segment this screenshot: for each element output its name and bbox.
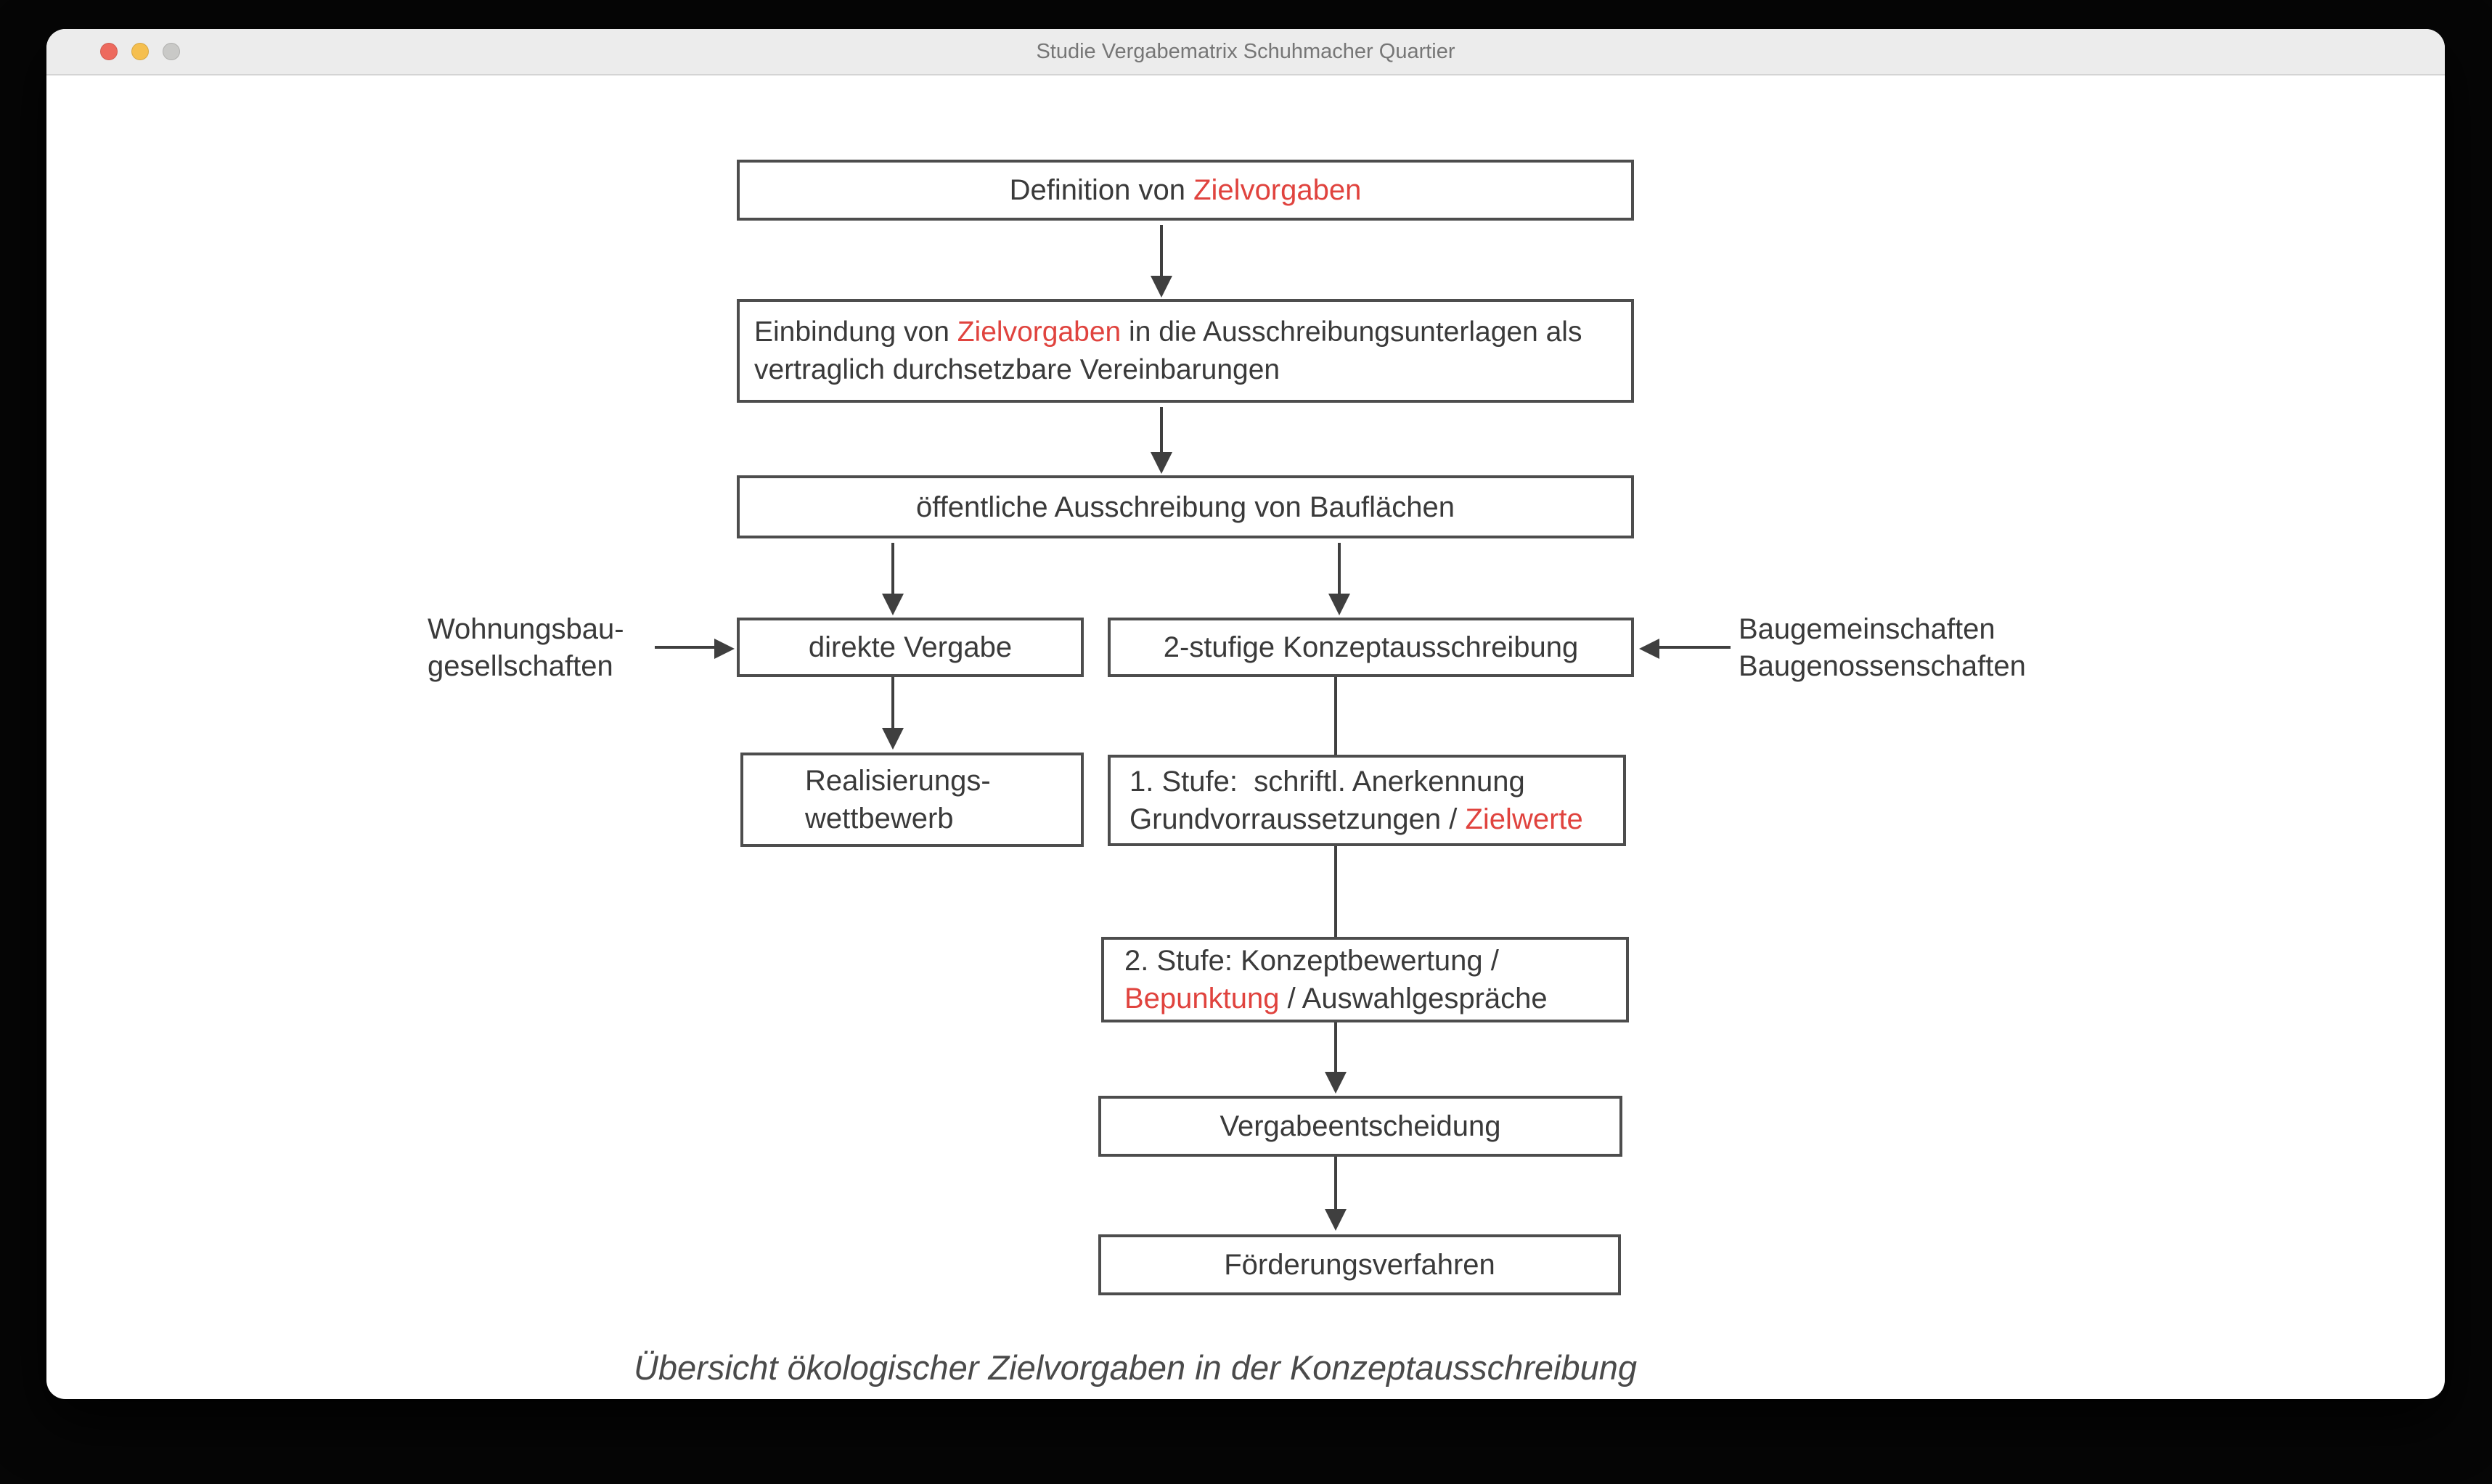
zoom-button[interactable] <box>163 43 180 60</box>
stufe1-line2-highlight: Zielwerte <box>1465 803 1583 835</box>
flow-box-ausschreibung <box>737 475 1634 538</box>
realisierungswettbewerb-line1: Realisierungs- <box>805 765 991 797</box>
flow-box-stufe2 <box>1101 937 1629 1022</box>
app-window <box>46 29 2445 1399</box>
stufe1-line2-text: Grundvorraussetzungen / <box>1129 803 1466 835</box>
wohnungsbau-label <box>428 611 624 685</box>
flow-box-definition <box>737 160 1634 221</box>
wohnungsbau-label-line1: Wohnungsbau- <box>428 613 624 645</box>
flow-box-vergabeentscheidung <box>1098 1096 1622 1157</box>
realisierungswettbewerb-line2: wettbewerb <box>805 803 954 835</box>
flow-box-stufe1 <box>1108 755 1626 846</box>
baugemeinschaften-label-line1: Baugemeinschaften <box>1739 613 1995 645</box>
vergabeentscheidung-text: Vergabeentscheidung <box>1220 1110 1501 1142</box>
flow-box-foerderungsverfahren <box>1098 1234 1621 1295</box>
stufe1-line1: 1. Stufe: schriftl. Anerkennung <box>1129 766 1525 798</box>
wohnungsbau-label-line2: gesellschaften <box>428 650 613 682</box>
foerderungsverfahren-text: Förderungsverfahren <box>1224 1249 1495 1281</box>
flow-box-einbindung <box>737 299 1634 403</box>
einbindung-highlight: Zielvorgaben <box>957 316 1122 348</box>
flow-box-direkte-vergabe <box>737 618 1084 677</box>
minimize-button[interactable] <box>131 43 149 60</box>
definition-highlight: Zielvorgaben <box>1193 174 1362 206</box>
ausschreibung-text: öffentliche Ausschreibung von Bauflächen <box>915 491 1455 523</box>
stufe2-line2-text: / Auswahlgespräche <box>1279 983 1548 1014</box>
direkte-vergabe-text: direkte Vergabe <box>808 631 1013 663</box>
diagram-caption: Übersicht ökologischer Zielvorgaben in der Konzeptausschreibung <box>633 1348 1638 1387</box>
flow-box-konzeptausschreibung <box>1108 618 1634 677</box>
baugemeinschaften-label <box>1739 611 2026 685</box>
definition-text: Definition von <box>1009 174 1194 206</box>
konzeptausschreibung-text: 2-stufige Konzeptausschreibung <box>1163 631 1579 663</box>
einbindung-text-pre: Einbindung von <box>754 316 957 348</box>
window-title: Studie Vergabematrix Schuhmacher Quartier <box>1036 40 1455 63</box>
stufe2-line1: 2. Stufe: Konzeptbewertung / <box>1124 945 1499 977</box>
close-button[interactable] <box>100 43 118 60</box>
einbindung-text-post: in die Ausschreibungsunterlagen als vertraglich durchsetzbare Vereinbarungen <box>754 316 1582 385</box>
baugemeinschaften-label-line2: Baugenossenschaften <box>1739 650 2026 682</box>
stufe2-line2-highlight: Bepunktung <box>1124 983 1280 1014</box>
traffic-lights <box>100 43 180 60</box>
flow-box-realisierungswettbewerb <box>740 753 1084 847</box>
window-titlebar[interactable] <box>46 29 2445 75</box>
flowchart-diagram <box>46 74 2445 1399</box>
